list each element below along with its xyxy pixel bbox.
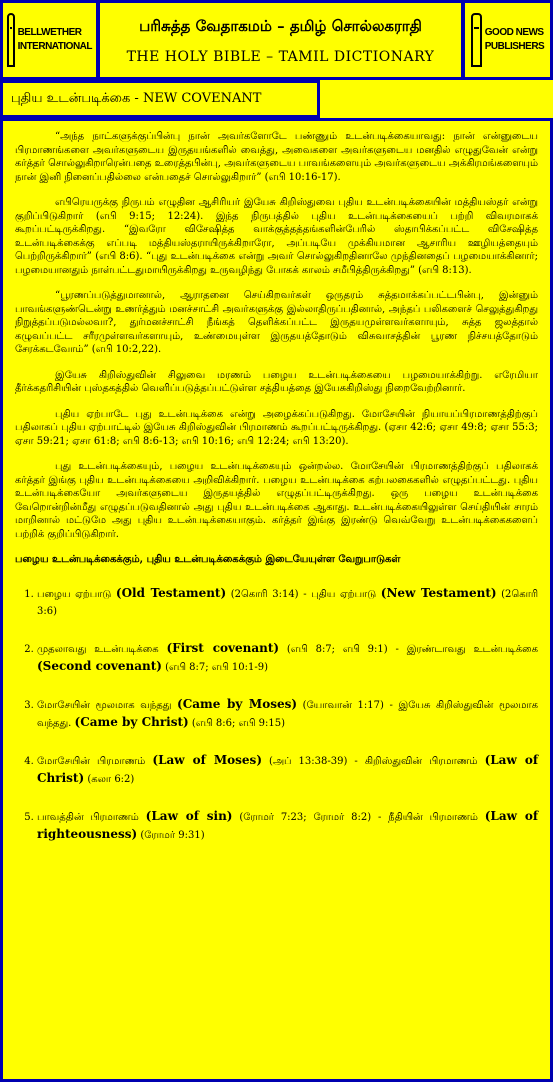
- list-item: 5. பாவத்தின் பிரமாணம் (Law of sin) (ரோமர் 7:23; ரோமர் 8:2) - நீதியின் பிரமாணம் (Law of righteousness) (ரோமர் 9:31): [37, 808, 538, 844]
- paragraph: “அந்த நாட்களுக்குப்பின்பு நான் அவர்களோடே பண்ணும் உடன்படிக்கையாவது: நான் என்னுடைய பிரமாணங்களை அவர்களுடைய இருதயங்களில் வைத்து, அவைகளை அவர்களுடைய மனதில் எழுதுவேன் என்று கர்த்தர் சொல்லுகிறாரென்பதை உரைத்தபின்பு, அவர்களுடைய பாவங்களையும் அவர்களுடைய அக்கிரமங்களையும் நான் இனி நினைப்பதில்லை என்பதைச் சொல்லுகிறார்” (எபி 10:16-17).: [15, 131, 538, 183]
- list-item: 2. முதலாவது உடன்படிக்கை (First covenant) (எபி 8:7; எபி 9:1) - இரண்டாவது உடன்படிக்கை (Second covenant) (எபி 8:7; எபி 10:1-9): [37, 640, 538, 676]
- page-title-english: THE HOLY BIBLE – TAMIL DICTIONARY: [126, 49, 435, 65]
- article-body: [0, 118, 553, 1082]
- paragraph: “பூரணப்படுத்துமானால், ஆராதனை செய்கிறவர்கள் ஒருதரம் சுத்தமாக்கப்பட்டபின்பு, இன்னும் பாவங்களுண்டென்று உணர்த்தும் மனச்சாட்சி அவர்களுக்கு இல்லாதிருப்பதினால், அந்தப் பலிகளைச் செலுத்துகிறது நிறுத்தப்படுமல்லவா?, துர்மனச்சாட்சி நீங்கத் தெளிக்கப்பட்ட இருதயமுள்ளவர்களாயும், சுத்த ஜலத்தால் கழுவப்பட்ட சரீரமுள்ளவர்களாயும், உண்மையுள்ள இருதயத்தோடும் விசுவாசத்தின் பூரண நிச்சயத்தோடும் சேரக்கடவோம்” (எபி 10:2,22).: [15, 290, 538, 355]
- differences-list: [15, 585, 538, 844]
- page-title-tamil: பரிசுத்த வேதாகமம் – தமிழ் சொல்லகராதி: [139, 17, 422, 35]
- left-logo-line1: BELLWETHER: [17, 27, 82, 38]
- paragraph: இயேசு கிறிஸ்துவின் சிலுவை மரணம் பழைய உடன்படிக்கையை பழமையாக்கிற்று. எரேமியா தீர்க்கதரிசியின் புஸ்தகத்தில் வெளிப்படுத்தப்பட்டுள்ள சத்தியத்தை இயேசுகிறிஸ்து நிறைவேற்றினார்.: [15, 369, 538, 394]
- good-news-logo[interactable]: [462, 0, 553, 80]
- bellwether-logo[interactable]: [0, 0, 99, 80]
- list-item: 1. பழைய ஏற்பாடு (Old Testament) (2கொரி 3:14) - புதிய ஏற்பாடு (New Testament) (2கொரி 3:6): [37, 585, 538, 620]
- header: [0, 0, 553, 80]
- publisher-tower-icon: [471, 13, 482, 67]
- differences-heading: பழைய உடன்படிக்கைக்கும், புதிய உடன்படிக்கைக்கும் இடையேயுள்ள வேறுபாடுகள்: [15, 554, 401, 565]
- paragraph: எபிரெயருக்கு நிருபம் எழுதின ஆசிரியர் இயேசு கிறிஸ்துவை புதிய உடன்படிக்கையின் மத்தியஸ்தர் என்று குறிப்பிடுகிறார் (எபி 9:15; 12:24). இந்த நிருபத்தில் புதிய உடன்படிக்கையைப் பற்றி விவரமாகக் கூறப்பட்டிருக்கிறது. “இவரோ விசேஷித்த வாக்குத்தத்தங்களின்பேரில் ஸ்தாபிக்கப்பட்ட விசேஷித்த உடன்படிக்கைக்கு எப்படி மத்தியஸ்தராயிருக்கிறாரோ, அப்படியே முக்கியமான ஆசாரிய ஊழியத்தையும் பெற்றிருக்கிறார்” (எபி 8:6). “புது உடன்படிக்கை என்று அவர் சொல்லுகிறதினாலே முந்தினதைப் பழமையாக்கினார்; பழமையானதும் நாள்பட்டதுமாயிருக்கிறது உருவழிந்து போகக் காலம் சமீபித்திருக்கிறது” (எபி 8:13).: [15, 197, 538, 276]
- list-item: 4. மோசேயின் பிரமாணம் (Law of Moses) (அப் 13:38-39) - கிறிஸ்துவின் பிரமாணம் (Law of Christ) (கலா 6:2): [37, 752, 538, 788]
- right-logo-line1: GOOD NEWS: [484, 27, 544, 38]
- list-item: 3. மோசேயின் மூலமாக வந்தது (Came by Moses) (யோவான் 1:17) - இயேசு கிறிஸ்துவின் மூலமாக வந்தது. (Came by Christ) (எபி 8:6; எபி 9:15): [37, 696, 538, 732]
- paragraph: புது உடன்படிக்கையும், பழைய உடன்படிக்கையும் ஒன்றல்ல. மோசேயின் பிரமாணத்திற்குப் பதிலாகக் கர்த்தர் இங்கு புதிய உடன்படிக்கையை அறிவிக்கிறார். பழைய உடன்படிக்கை கற்பலகைகளில் எழுதப்பட்டது. புதிய உடன்படிக்கையோ அவர்களுடைய இருதயத்தில் எழுதப்பட்டிருக்கிறது. ஒரு பழைய உடன்படிக்கை வேறொன்றின்மீது எழுதப்படுவதினால் அது புதிய உடன்படிக்கை ஆகாது. உடன்படிக்கையிலுள்ள செய்தியின் சாரம் மாறினால் மட்டுமே அது புதிய உடன்படிக்கையாகும். கர்த்தர் இங்கு இரண்டு வெவ்வேறு உடன்படிக்கைகளைப் பற்றிக் குறிப்பிடுகிறார்.: [15, 461, 538, 540]
- section-title: புதிய உடன்படிக்கை - NEW COVENANT: [0, 80, 320, 118]
- bell-tower-icon: [7, 13, 15, 67]
- right-logo-line2: PUBLISHERS: [484, 41, 545, 52]
- left-logo-line2: INTERNATIONAL: [17, 41, 92, 52]
- paragraph: புதிய ஏற்பாடே புது உடன்படிக்கை என்று அழைக்கப்படுகிறது. மோசேயின் நியாயப்பிரமாணத்திற்குப் பதிலாகப் புதிய ஏற்பாட்டில் இயேசு கிறிஸ்துவின் பிரமாணம் கூறப்பட்டிருக்கிறது. (ஏசா 42:6; ஏசா 49:8; ஏசா 55:3; ஏசா 59:21; ஏசா 61:8; எபி 8:6-13; எபி 10:16; எபி 12:24; எபி 13:20).: [15, 408, 538, 447]
- page-title-box: [97, 0, 464, 80]
